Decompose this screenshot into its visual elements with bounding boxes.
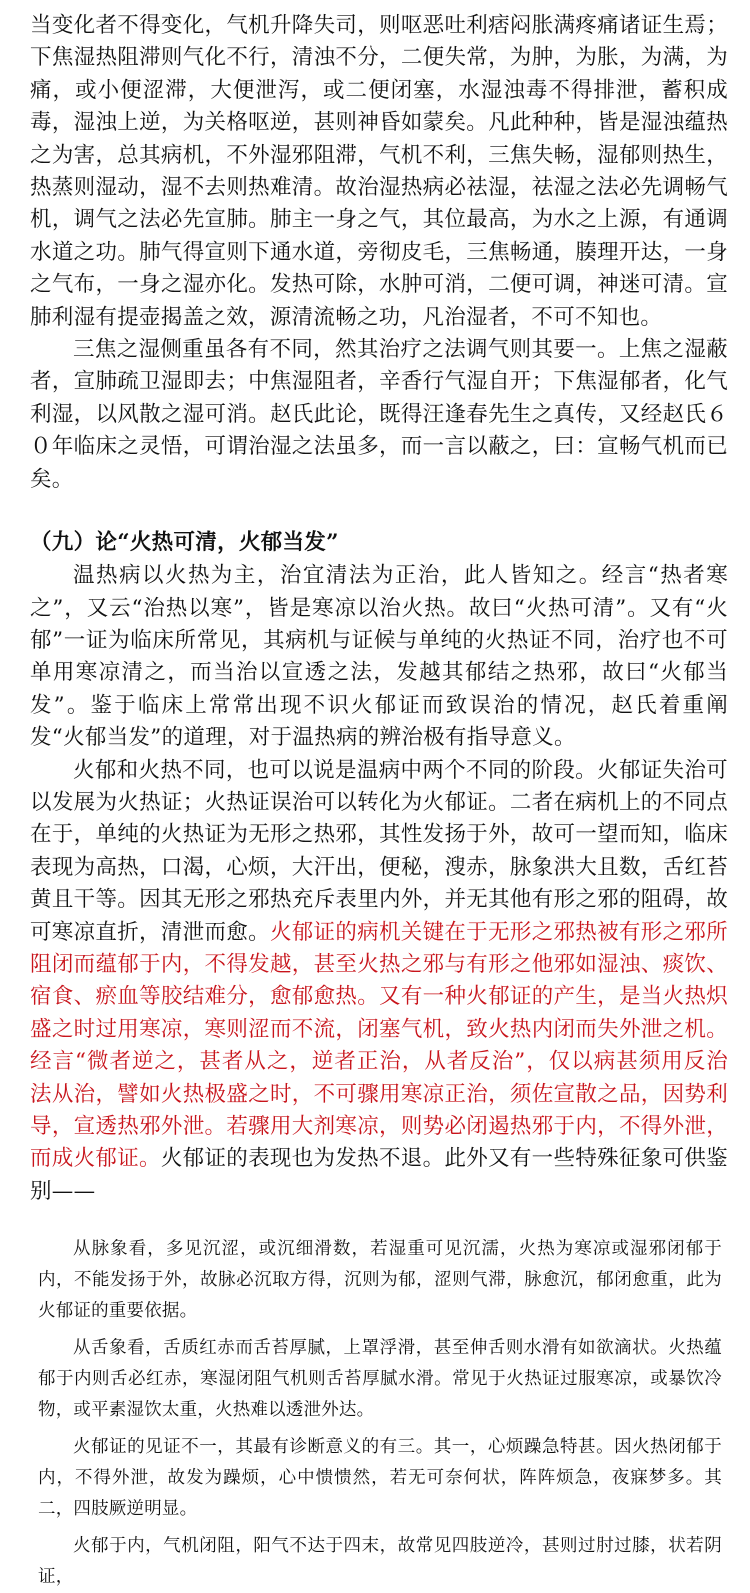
section-intro-paragraph: 温热病以火热为主，治宜清法为正治，此人皆知之。经言“热者寒之”，又云“治热以寒”，皆是寒凉以治火热。故曰“火热可清”。又有“火郁”一证为临床所常见，其病机与证候与单纯的火热证不同，治疗也不可单用寒凉清之，而当治以宣透之法，发越其郁结之热邪，故曰“火郁当发”。鉴于临床上常常出现不识火郁证而致误治的情况，赵氏着重阐发“火郁当发”的道理，对于温热病的辨治极有指导意义。	[30, 563, 728, 751]
intro-paragraph: 当变化者不得变化，气机升降失司，则呕恶吐利痞闷胀满疼痛诸证生焉；下焦湿热阻滞则气化不行，清浊不分，二便失常，为肿，为胀，为满，为痛，或小便涩滞，大便泄泻，或二便闭塞，水湿浊毒不得排泄，蓄积成毒，湿浊上逆，为关格呕逆，甚则神昏如蒙矣。凡此种种，皆是湿浊蕴热之为害，总其病机，不外湿邪阻滞，气机不利，三焦失畅，湿郁则热生，热蒸则湿动，湿不去则热难清。故治湿热病必祛湿，祛湿之法必先调畅气机，调气之法必先宣肺。肺主一身之气，其位最高，为水之上源，有通调水道之功。肺气得宣则下通水道，旁彻皮毛，三焦畅通，腠理开达，一身之气布，一身之湿亦化。发热可除，水肿可消，二便可调，神迷可清。宣肺利湿有提壶揭盖之效，源清流畅之功，凡治湿者，不可不知也。	[30, 13, 728, 330]
note-limbs: 火郁于内，气机闭阻，阳气不达于四末，故常见四肢逆冷，甚则过肘过膝，状若阴证，	[38, 1536, 722, 1588]
note-symptoms: 火郁证的见证不一，其最有诊断意义的有三。其一，心烦躁急特甚。因火热闭郁于内，不得外泄，故发为躁烦，心中愦愦然，若无可奈何状，阵阵烦急，夜寐梦多。其二，四肢厥逆明显。	[38, 1437, 722, 1520]
note-tongue: 从舌象看，舌质红赤而舌苔厚腻，上罩浮滑，甚至伸舌则水滑有如欲滴状。火热蕴郁于内则舌必红赤，寒湿闭阻气机则舌苔厚腻水滑。常见于火热证过服寒凉，或暴饮冷物，或平素湿饮太重，火热难以透泄外达。	[38, 1338, 722, 1421]
huoyu-text-black: 火郁和火热不同，也可以说是温病中两个不同的阶段。火郁证失治可以发展为火热证；火热证误治可以转化为火郁证。二者在病机上的不同点在于，单纯的火热证为无形之热邪，其性发扬于外，故可一望而知，临床表现为高热，口渴，心烦，大汗出，便秘，溲赤，脉象洪大且数，舌红苔黄且干等。因其无形之邪热充斥表里内外，并无其他有形之邪的阻碍，故可寒凉直折，清泄而愈。	[30, 757, 728, 945]
section-heading: （九）论“火热可清，火郁当发”	[30, 530, 339, 556]
huoyu-text-highlighted: 火郁证的病机关键在于无形之邪热被有形之邪所阻闭而蕴郁于内，不得发越，甚至火热之邪与有形之他邪如湿浊、痰饮、宿食、瘀血等胶结难分，愈郁愈热。又有一种火郁证的产生，是当火热炽盛之时过用寒凉，寒则涩而不流，闭塞气机，致火热内闭而失外泄之机。经言“微者逆之，甚者从之，逆者正治，从者反治”，仅以病甚须用反治法从治，譬如火热极盛之时，不可骤用寒凉正治，须佐宣散之品，因势利导，宣透热邪外泄。若骤用大剂寒凉，则势必闭遏热邪于内，不得外泄，而成火郁证。	[30, 919, 728, 1172]
huoyu-paragraph	[30, 755, 728, 1209]
note-pulse: 从脉象看，多见沉涩，或沉细滑数，若湿重可见沉濡，火热为寒凉或湿邪闭郁于内，不能发扬于外，故脉必沉取方得，沉则为郁，涩则气滞，脉愈沉，郁闭愈重，此为火郁证的重要依据。	[38, 1239, 722, 1322]
huoyu-text-tail: 火郁证的表现也为发热不退。此外又有一些特殊征象可供鉴别——	[30, 1146, 728, 1204]
sanjiao-paragraph: 三焦之湿侧重虽各有不同，然其治疗之法调气则其要一。上焦之湿蔽者，宣肺疏卫湿即去；中焦湿阻者，辛香行气湿自开；下焦湿郁者，化气利湿，以风散之湿可消。赵氏此论，既得汪逢春先生之真传，又经赵氏６０年临床之灵悟，可谓治湿之法虽多，而一言以蔽之，曰：宣畅气机而已矣。	[30, 337, 728, 492]
notes-block	[30, 1234, 728, 1593]
